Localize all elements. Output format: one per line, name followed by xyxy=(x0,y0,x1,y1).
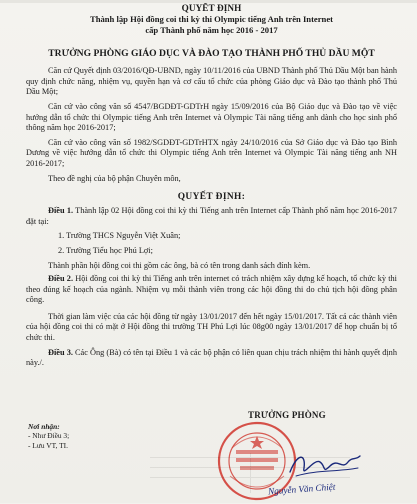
recipient-2: - Lưu VT, TI. xyxy=(28,440,68,450)
subject-line-2: cấp Thành phố năm học 2016 - 2017 xyxy=(145,24,278,35)
venue-item-2: 2. Trường Tiểu học Phú Lợi; xyxy=(58,245,153,255)
recipients-heading: Nơi nhận: xyxy=(28,422,60,431)
preamble-3: Căn cứ vào công văn số 1982/SGDĐT-GDTrHTX ngày 24/10/2016 của Sở Giáo dục và Đào tạo Bình Dương về việc hướng dẫn tổ chức thi Olympic tiếng Anh trên Internet và Olympic Tài năng tiếng anh NH 2016-2017; xyxy=(26,137,397,168)
article-3-text: Các Ông (Bà) có tên tại Điều 1 và các bộ phận có liên quan chịu trách nhiệm thi hành quyết định này./. xyxy=(26,347,397,368)
bleed-through-mark xyxy=(150,453,350,493)
article-3 xyxy=(26,348,397,369)
article-1 xyxy=(26,206,397,227)
article-2 xyxy=(26,274,397,306)
issuing-department: TRƯỞNG PHÒNG GIÁO DỤC VÀ ĐÀO TẠO THÀNH PHỐ THỦ DẦU MỘT xyxy=(48,48,375,60)
preamble-4: Theo đề nghị của bộ phận Chuyên môn, xyxy=(48,173,181,183)
signer-name: Nguyễn Văn Chiệt xyxy=(267,481,336,497)
article-1-text: Thành lập 02 Hội đồng coi thi kỳ thi Tiếng anh trên Internet cấp Thành phố năm học 2016-2017 đặt tại: xyxy=(26,206,397,226)
venue-item-1: 1. Trường THCS Nguyễn Việt Xuân; xyxy=(58,231,181,241)
decision-heading: QUYẾT ĐỊNH xyxy=(181,3,242,13)
article-2-text: Hội đồng coi thi kỳ thi Tiếng anh trên internet có trách nhiệm xây dựng kế hoạch, tổ chức kỳ thi theo đúng kế hoạch của ngành. Nhiệm vụ mỗi thành viên trong các hội đồng thi do chủ tịch hội đồng phân công. xyxy=(26,274,397,305)
preamble-2: Căn cứ vào công văn số 4547/BGDĐT-GDTrH ngày 15/09/2016 của Bộ Giáo dục và Đào tạo về việc hướng dẫn tổ chức thi Olympic tiếng Anh trên Internet và Olympic Tài năng tiếng anh dành cho học sinh phổ thông năm học 2016-2017; xyxy=(26,101,397,133)
subject-line-1: Thành lập Hội đồng coi thi kỳ thi Olympic tiếng Anh trên Internet xyxy=(89,14,334,24)
signature-title: TRƯỞNG PHÒNG xyxy=(248,410,326,420)
recipient-1: - Như Điều 3; xyxy=(28,431,70,441)
preamble-1: Căn cứ Quyết định 03/2016/QĐ-UBND, ngày 10/11/2016 của UBND Thành phố Thủ Dầu Một ban hành quy định chức năng, nhiệm vụ, quyền hạn và cơ cấu tổ chức của phòng Giáo dục và Đào tạo thành phố Thủ Dầu Một; xyxy=(26,66,397,97)
member-note: Thành phần hội đồng coi thi gồm các ông, bà có tên trong danh sách đính kèm. xyxy=(48,260,311,270)
article-2-label: Điều 2. xyxy=(48,274,74,284)
page-top-edge xyxy=(0,0,417,3)
article-3-label: Điều 3. xyxy=(48,347,73,357)
recipients-block xyxy=(28,422,69,450)
schedule-note: Thời gian làm việc của các hội đồng từ ngày 13/01/2017 đến hết ngày 15/01/2017. Tất cả các thành viên của hội đồng coi thi có mặt ở Hội đồng thi trường TH Phú Lợi lúc 08g00 ngày 13/01/2017 để họp chuẩn bị tổ chức thi. xyxy=(26,311,397,343)
article-1-label: Điều 1. xyxy=(48,206,74,216)
decision-title: QUYẾT ĐỊNH: xyxy=(177,192,246,203)
